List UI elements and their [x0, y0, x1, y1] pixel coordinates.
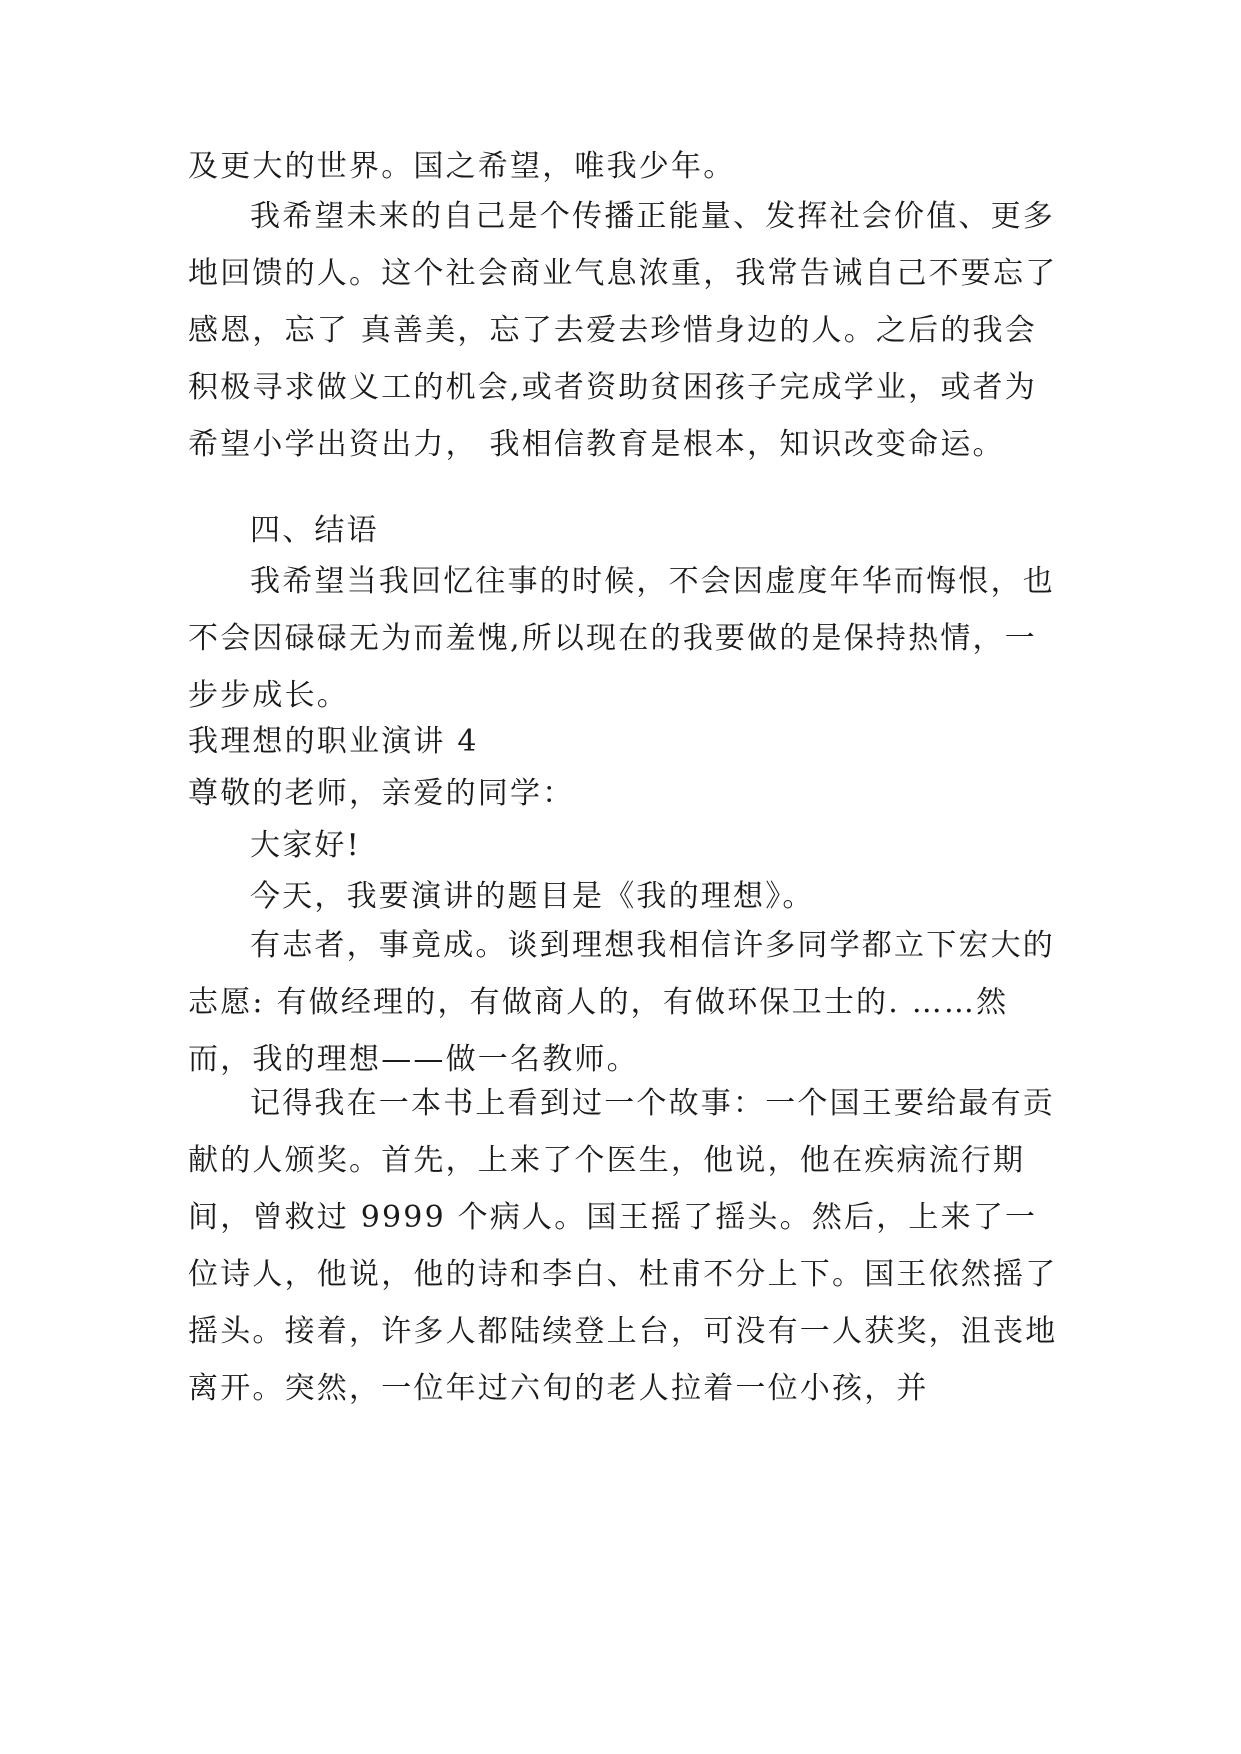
paragraph-continuation: 及更大的世界。国之希望，唯我少年。: [188, 149, 736, 184]
salutation: 尊敬的老师，亲爱的同学：: [188, 776, 575, 811]
paragraph-topic: 今天，我要演讲的题目是《我的理想》。: [250, 879, 815, 914]
paragraph-story: 记得我在一本书上看到过一个故事：一个国王要给最有贡献的人颁奖。首先，上来了个医生，他说，他在疾病流行期间，曾救过 9999 个病人。国王摇了摇头。然后，上来了一位诗人，他说，他的诗和李白、杜甫不分上下。国王依然摇了摇头。接着，许多人都陆续登上台，可没有一人获奖，沮丧地离开。突然，一位年过六旬的老人拉着一位小孩，并: [188, 1086, 1058, 1406]
paragraph-ambition: 有志者，事竟成。谈到理想我相信许多同学都立下宏大的志愿: 有做经理的，有做商人的，有做环保卫士的. ……然而，我的理想——做一名教师。: [188, 928, 1055, 1077]
speech-title: 我理想的职业演讲 4: [188, 724, 479, 759]
paragraph-future-self: 我希望未来的自己是个传播正能量、发挥社会价值、更多地回馈的人。这个社会商业气息浓重，我常告诫自己不要忘了感恩，忘了 真善美，忘了去爱去珍惜身边的人。之后的我会积极寻求做义工的机会,或者资助贫困孩子完成学业，或者为希望小学出资出力， 我相信教育是根本，知识改变命运。: [188, 199, 1058, 462]
paragraph-conclusion: 我希望当我回忆往事的时候，不会因虚度年华而悔恨，也不会因碌碌无为而羞愧,所以现在的我要做的是保持热情，一步步成长。: [188, 564, 1055, 713]
section-heading-conclusion: 四、结语: [250, 513, 379, 548]
greeting: 大家好!: [250, 828, 361, 863]
